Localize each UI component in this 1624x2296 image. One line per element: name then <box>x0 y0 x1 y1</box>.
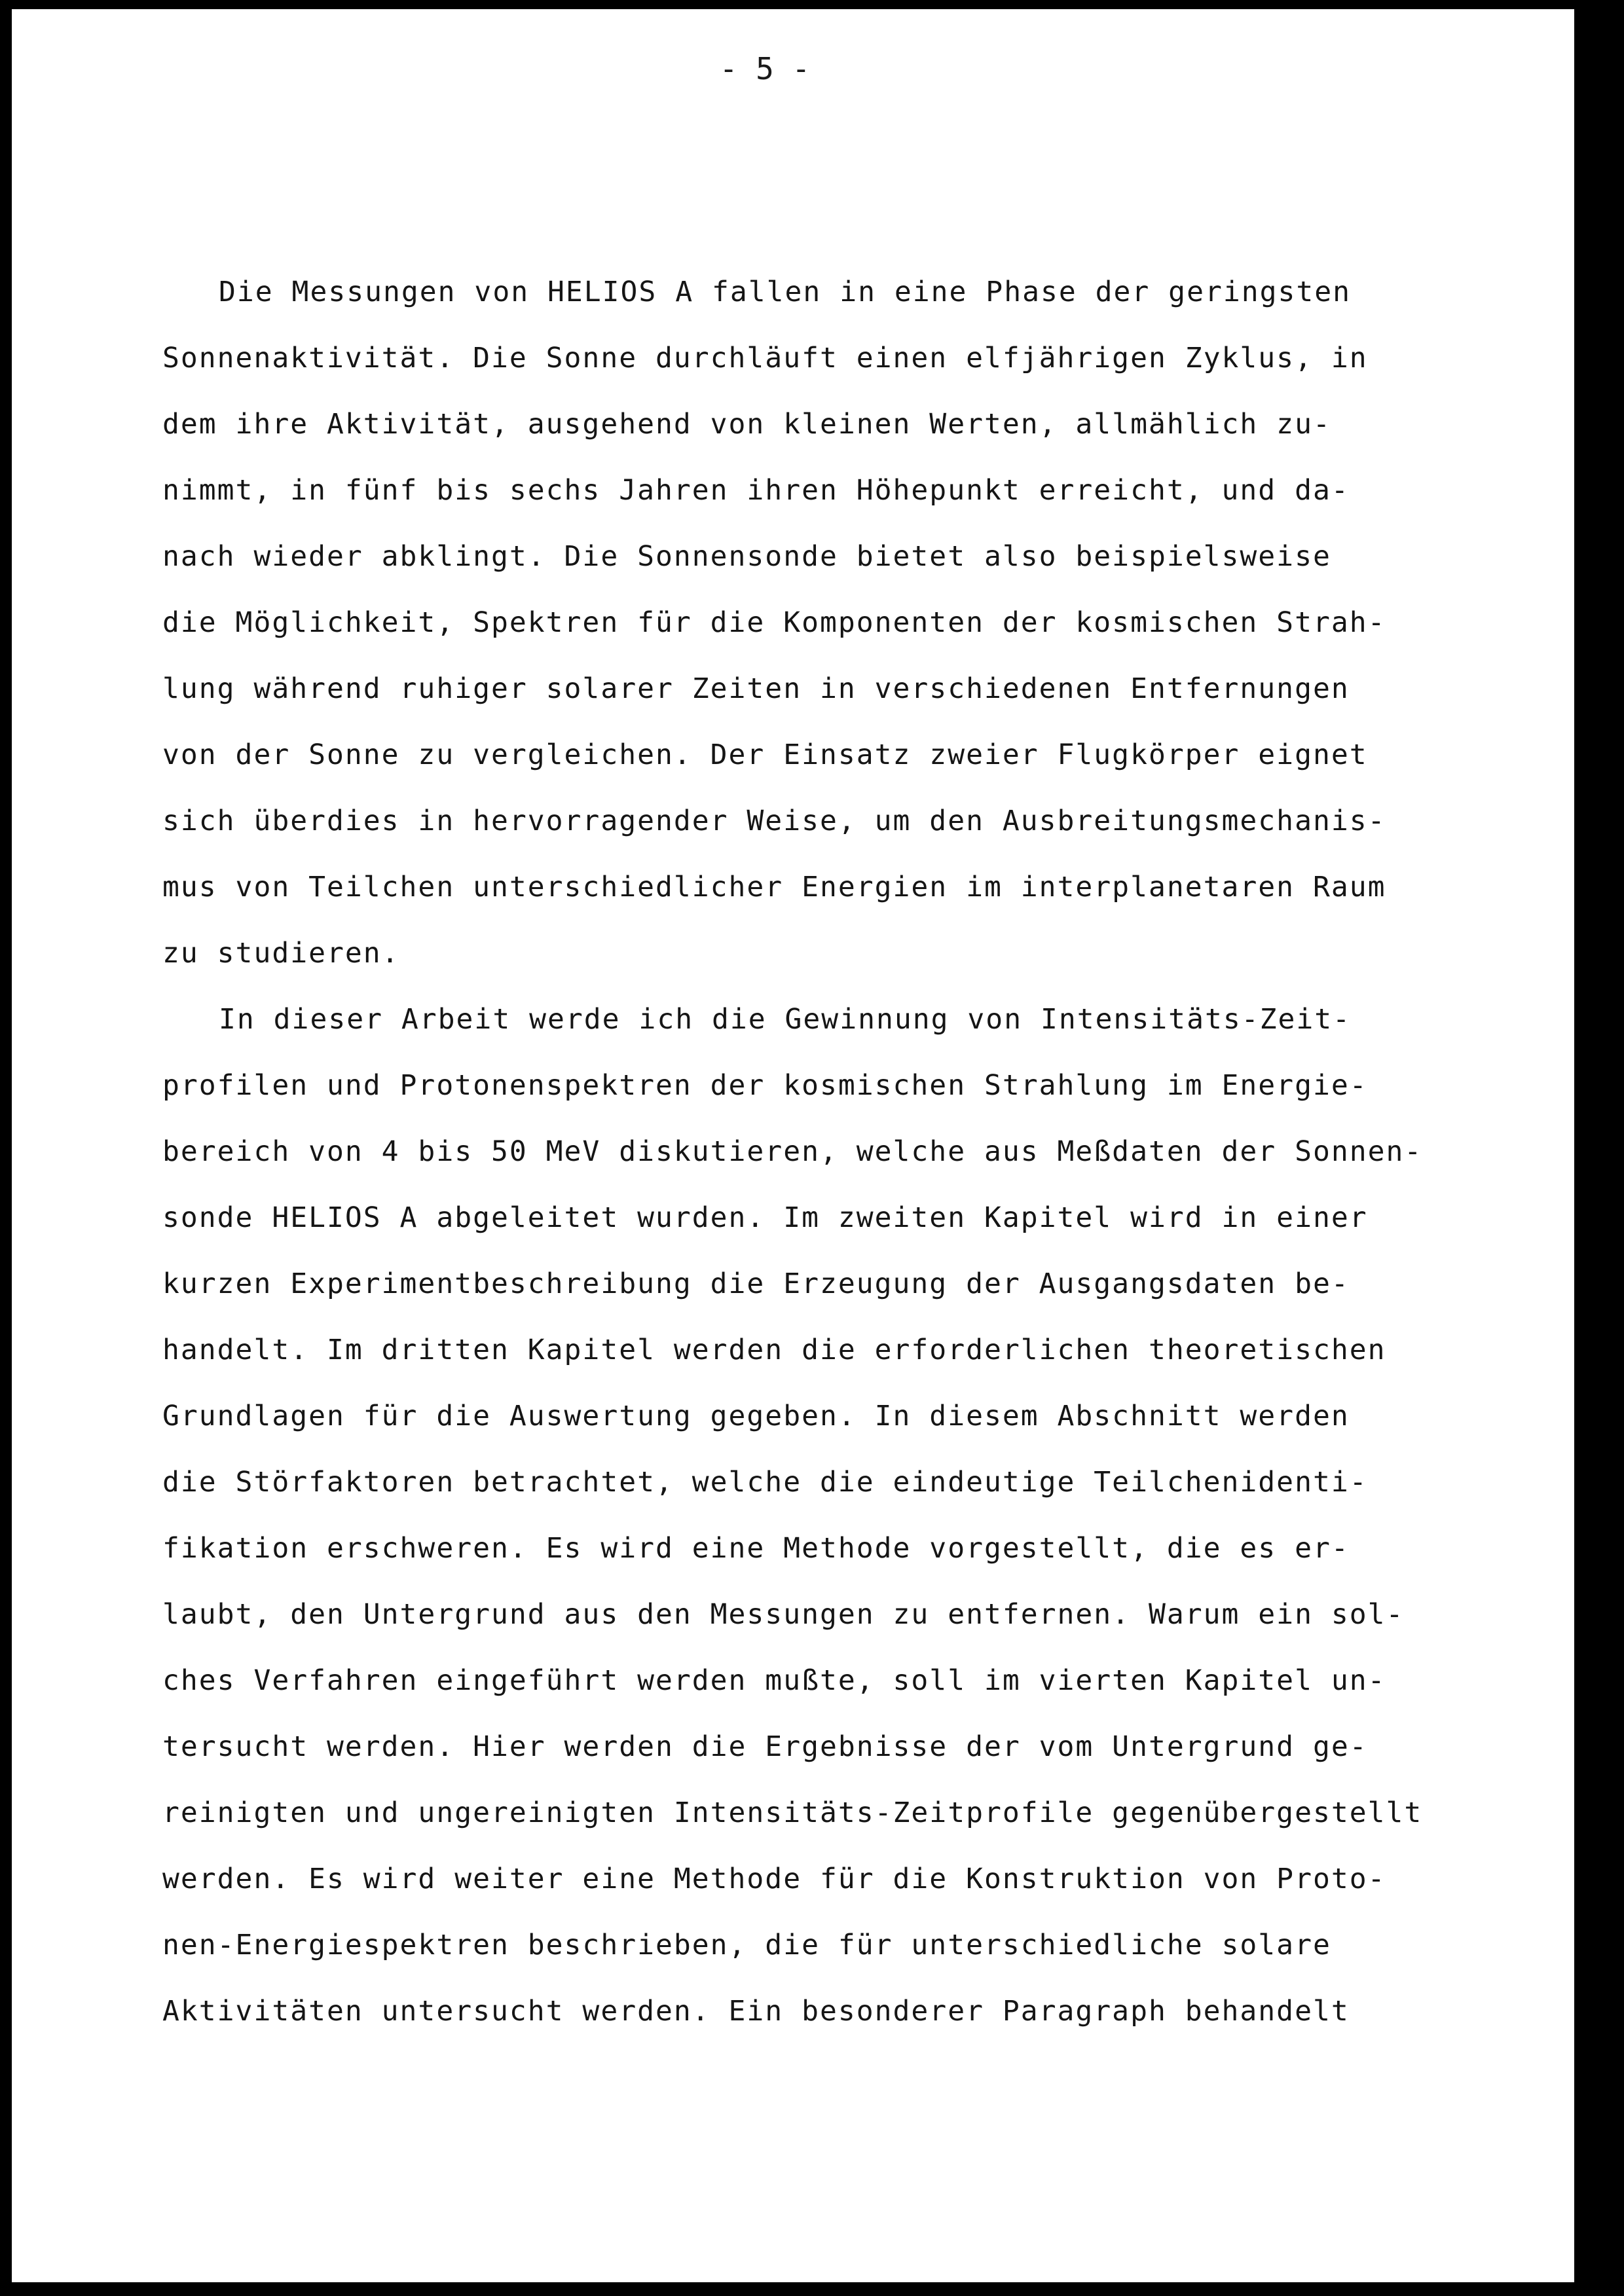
text-line: In dieser Arbeit werde ich die Gewinnung von Intensitäts-Zeit- <box>219 1003 1352 1036</box>
text-line: sonde HELIOS A abgeleitet wurden. Im zweiten Kapitel wird in einer <box>162 1201 1368 1234</box>
text-line: die Möglichkeit, Spektren für die Komponenten der kosmischen Strah- <box>162 606 1386 639</box>
text-line: zu studieren. <box>162 937 400 970</box>
text-line: handelt. Im dritten Kapitel werden die erforderlichen theoretischen <box>162 1334 1386 1366</box>
text-line: Aktivitäten untersucht werden. Ein besonderer Paragraph behandelt <box>162 1995 1350 2028</box>
document-page <box>12 9 1574 2282</box>
text-line: werden. Es wird weiter eine Methode für die Konstruktion von Proto- <box>162 1863 1386 1895</box>
text-line: profilen und Protonenspektren der kosmischen Strahlung im Energie- <box>162 1069 1368 1102</box>
text-line: Die Messungen von HELIOS A fallen in eine Phase der geringsten <box>219 276 1352 308</box>
text-line: sich überdies in hervorragender Weise, um den Ausbreitungsmechanis- <box>162 805 1386 837</box>
text-line: nimmt, in fünf bis sechs Jahren ihren Höhepunkt erreicht, und da- <box>162 474 1350 507</box>
text-line: fikation erschweren. Es wird eine Methode vorgestellt, die es er- <box>162 1532 1350 1565</box>
text-line: von der Sonne zu vergleichen. Der Einsatz zweier Flugkörper eignet <box>162 738 1368 771</box>
paragraph-2 <box>162 987 1557 2045</box>
text-line: dem ihre Aktivität, ausgehend von kleinen Werten, allmählich zu- <box>162 408 1331 441</box>
text-line: tersucht werden. Hier werden die Ergebnisse der vom Untergrund ge- <box>162 1730 1368 1763</box>
paragraph-1 <box>162 259 1557 987</box>
text-line: reinigten und ungereinigten Intensitäts-Zeitprofile gegenübergestellt <box>162 1796 1423 1829</box>
text-line: laubt, den Untergrund aus den Messungen zu entfernen. Warum ein sol- <box>162 1598 1405 1631</box>
text-line: nen-Energiespektren beschrieben, die für unterschiedliche solare <box>162 1929 1331 1961</box>
page-number: - 5 - <box>719 51 811 86</box>
body-text <box>162 259 1557 2045</box>
text-line: Sonnenaktivität. Die Sonne durchläuft einen elfjährigen Zyklus, in <box>162 342 1368 374</box>
text-line: mus von Teilchen unterschiedlicher Energien im interplanetaren Raum <box>162 871 1386 903</box>
text-line: Grundlagen für die Auswertung gegeben. In diesem Abschnitt werden <box>162 1400 1350 1432</box>
text-line: lung während ruhiger solarer Zeiten in verschiedenen Entfernungen <box>162 672 1350 705</box>
text-line: kurzen Experimentbeschreibung die Erzeugung der Ausgangsdaten be- <box>162 1267 1350 1300</box>
text-line: bereich von 4 bis 50 MeV diskutieren, welche aus Meßdaten der Sonnen- <box>162 1135 1423 1168</box>
text-line: ches Verfahren eingeführt werden mußte, soll im vierten Kapitel un- <box>162 1664 1386 1697</box>
text-line: die Störfaktoren betrachtet, welche die eindeutige Teilchenidenti- <box>162 1466 1368 1499</box>
text-line: nach wieder abklingt. Die Sonnensonde bietet also beispielsweise <box>162 540 1331 573</box>
